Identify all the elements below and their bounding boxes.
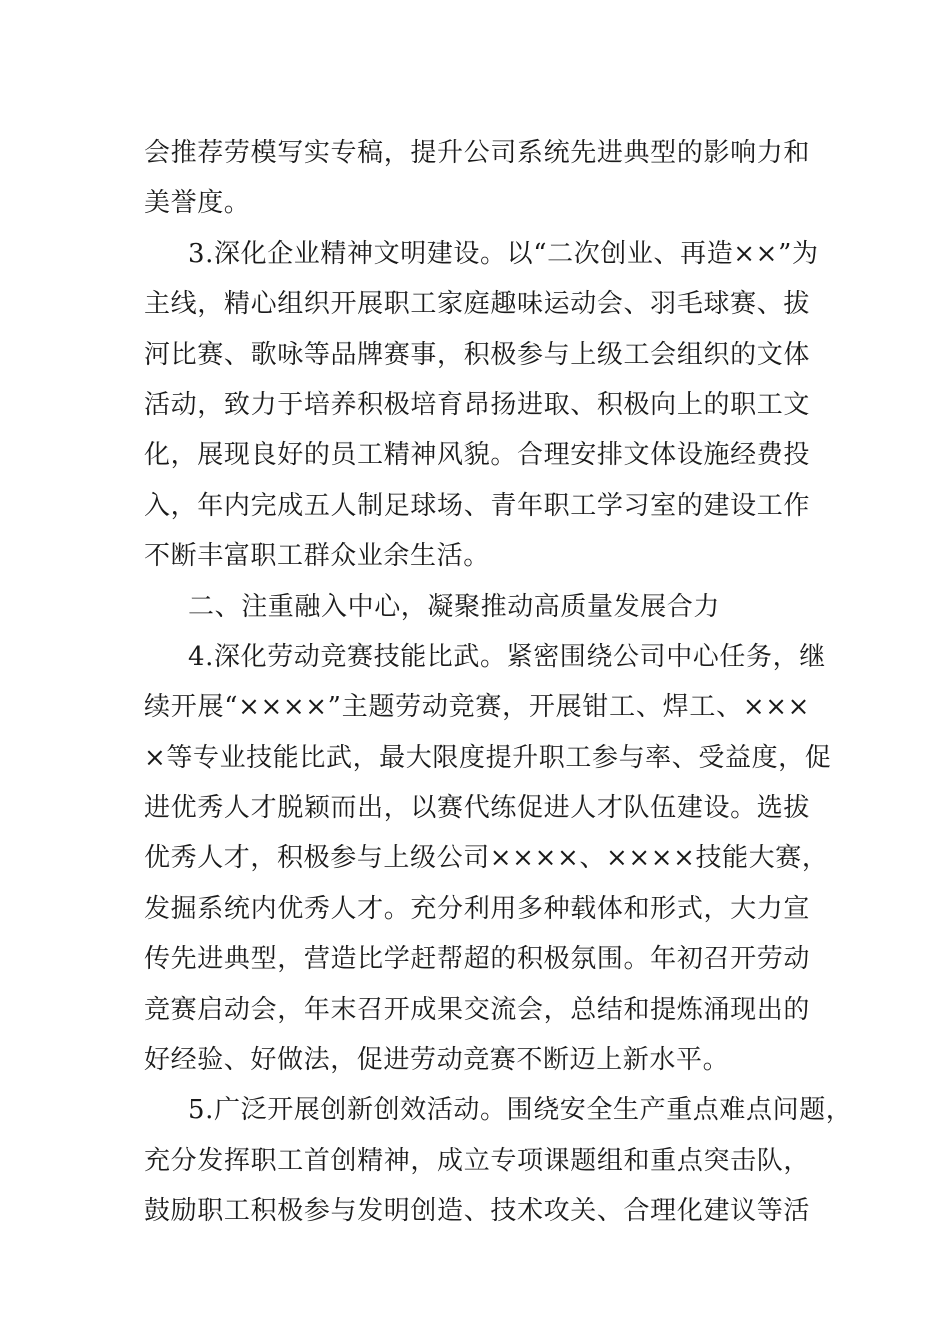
- text-line: 5.广泛开展创新创效活动。围绕安全生产重点难点问题，: [188, 1095, 853, 1126]
- section-heading: 二、注重融入中心，凝聚推动高质量发展合力: [188, 591, 721, 622]
- text-line: 续开展“××××”主题劳动竞赛，开展钳工、焊工、×××: [144, 692, 810, 723]
- text-line: 活动，致力于培养积极培育昂扬进取、积极向上的职工文: [144, 389, 810, 420]
- document-body: [144, 128, 853, 1237]
- text-line: 会推荐劳模写实专稿，提升公司系统先进典型的影响力和: [144, 138, 810, 168]
- text-line: 进优秀人才脱颖而出，以赛代练促进人才队伍建设。选拔: [144, 793, 810, 824]
- text-line: 鼓励职工积极参与发明创造、技术攻关、合理化建议等活: [144, 1196, 810, 1227]
- text-line: 化，展现良好的员工精神风貌。合理安排文体设施经费投: [144, 440, 810, 471]
- text-line: 不断丰富职工群众业余生活。: [144, 541, 490, 572]
- text-line: 优秀人才，积极参与上级公司××××、××××技能大赛，: [144, 843, 829, 874]
- text-line: 美誉度。: [144, 188, 251, 219]
- text-line: 传先进典型，营造比学赶帮超的积极氛围。年初召开劳动: [144, 944, 810, 975]
- text-line: 充分发挥职工首创精神，成立专项课题组和重点突击队，: [144, 1145, 810, 1176]
- text-line: 3.深化企业精神文明建设。以“二次创业、再造××”为: [188, 238, 819, 269]
- text-line: 发掘系统内优秀人才。充分利用多种载体和形式，大力宣: [144, 893, 810, 924]
- text-line: 入，年内完成五人制足球场、青年职工学习室的建设工作: [144, 490, 810, 521]
- text-line: 好经验、好做法，促进劳动竞赛不断迈上新水平。: [144, 1045, 730, 1076]
- text-line: 4.深化劳动竞赛技能比武。紧密围绕公司中心任务，继: [188, 641, 826, 672]
- text-line: 竞赛启动会，年末召开成果交流会，总结和提炼涌现出的: [144, 994, 810, 1025]
- text-line: 主线，精心组织开展职工家庭趣味运动会、羽毛球赛、拔: [144, 289, 810, 320]
- text-line: ×等专业技能比武，最大限度提升职工参与率、受益度，促: [144, 742, 832, 773]
- text-line: 河比赛、歌咏等品牌赛事，积极参与上级工会组织的文体: [144, 339, 810, 370]
